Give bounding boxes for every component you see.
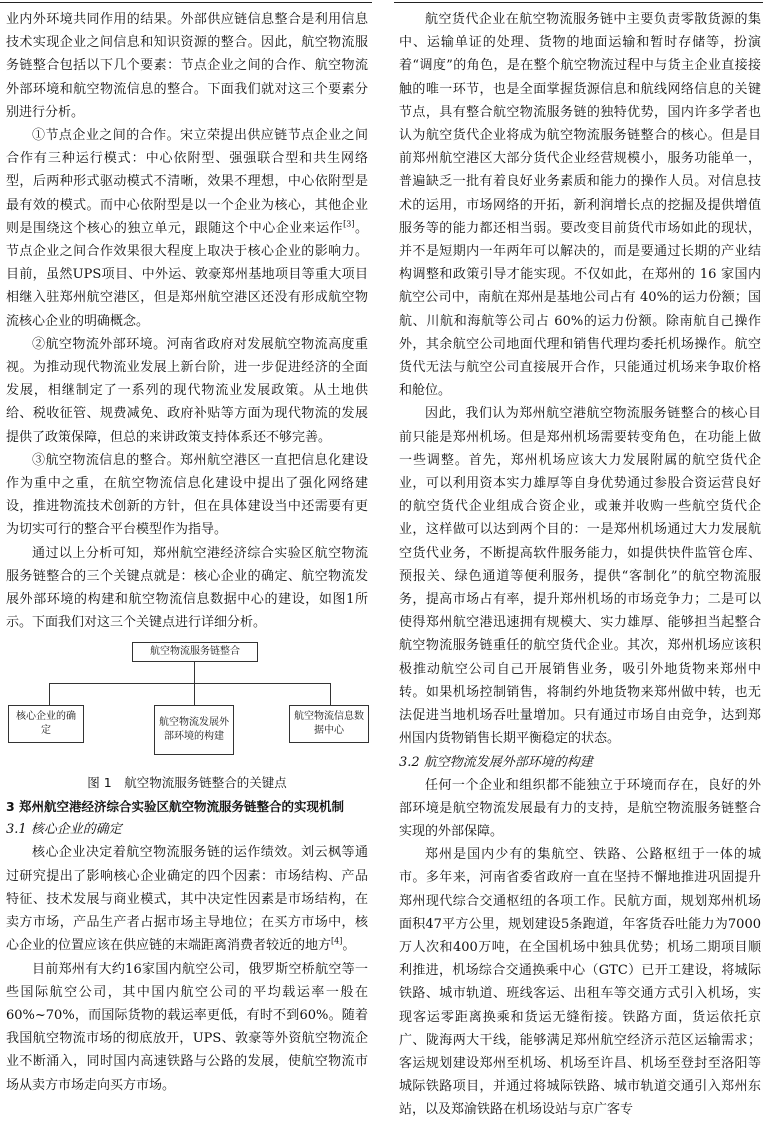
figure-diagram [6,640,368,772]
connector-line [49,683,50,705]
paragraph: 因此，我们认为郑州航空港航空物流服务链整合的核心目前只能是郑州机场。但是郑州机场需要转变角色，在功能上做一些调整。首先，郑州机场应该大力发展附属的航空货代企业，可以利用资本实力雄厚等自身优势通过参股合资运营良好的航空货代企业组成合资企业，或兼并收购一些航空货代企业，这样做可以达到两个目的：一是郑州机场通过大力发展航空货代业务，不断提高软件服务能力，如提供快件监管仓库、预报关、绿色通道等便利服务，提供“客制化”的航空物流服务，提高市场占有率，提升郑州机场的市场竞争力；二是可以使得郑州航空港迅速拥有规模大、实力雄厚、能够担当起整合航空物流服务链重任的航空货代企业。其次，郑州机场应该积极推动航空公司自己开展销售业务，吸引外地货物来郑州中转。如果机场控制销售，将制约外地货物来郑州做中转，也无法促进当地机场吞吐量增加。只有通过市场自由竞争，达到郑州国内货物销售长期平衡稳定的状态。 [399,406,761,747]
paragraph [6,124,368,333]
paragraph: 航空货代企业在航空物流服务链中主要负责零散货源的集中、运输单证的处理、货物的地面运输和暂时存储等，扮演着“调度”的角色，是在整个航空物流过程中与货主企业直接接触的唯一环节，也是全面掌握货源信息和航线网络信息的关键节点，具有整合航空物流服务链的独特优势，国内许多学者也认为航空货代企业将成为航空物流服务链整合的核心。但是目前郑州航空港区大部分货代企业经营规模小，服务功能单一，普遍缺乏一批有着良好业务素质和能力的操作人员。对信息技术的运用，市场网络的开拓，新利润增长点的挖掘及提供增值服务等的能力都还相当弱。要改变目前货代市场如此的现状，并不是短期内一年两年可以解决的，而是要通过长期的产业结构调整和政策引导才能实现。不仅如此，在郑州的 16 家国内航空公司中，南航在郑州是基地公司占有 40%的运力份额；国航、川航和海航等公司占 60%的运力份额。除南航自己操作外，其余航空公司地面代理和销售代理均委托机场操作。航空货代无法与航空公司直接展开合作，只能通过机场来争取价格和舱位。 [399,12,761,399]
connector-line [194,683,195,705]
diagram-box-core-enterprise: 核心企业的确定 [8,705,84,743]
paragraph-text: 。节点企业之间合作效果很大程度上取决于核心企业的影响力。目前，虽然UPS项目、中外运、敦豪郑州基地项目等重大项目相继入驻郑州航空港区，但是郑州航空港区还没有形成航空物流核心企业的明确概念。 [6,220,368,329]
paragraph: 目前郑州有大约16家国内航空公司，俄罗斯空桥航空等一些国际航空公司，其中国内航空公司的平均载运率一般在60%~70%，而国际货物的载运率更低，有时不到60%。随着我国航空物流市场的彻底放开，UPS、敦豪等外资航空物流企业不断涌入，同时国内高速铁路与公路的发展，使航空物流市场从卖方市场走向买方市场。 [6,961,368,1093]
subsection-heading: 3.2 航空物流发展外部环境的构建 [399,754,593,770]
diagram-box-info-center: 航空物流信息数据中心 [289,705,369,743]
left-column [6,8,368,1097]
connector-line [194,662,195,683]
paragraph: 任何一个企业和组织都不能独立于环境而存在，良好的外部环境是航空物流发展最有力的支持，是航空物流服务链整合实现的外部保障。 [399,777,761,839]
paragraph: ③航空物流信息的整合。郑州航空港区一直把信息化建设作为重中之重，在航空物流信息化建设中提出了强化网络建设，推进物流技术创新的方针，但在具体建设当中还需要有更为切实可行的整合平台模型作为指导。 [6,452,368,538]
paragraph [6,841,368,957]
connector-line [330,683,331,705]
paragraph-text: 。 [342,938,356,954]
paragraph: 郑州是国内少有的集航空、铁路、公路枢纽于一体的城市。多年来，河南省委省政府一直在坚持不懈地推进巩固提升郑州现代综合交通枢纽的各项工作。民航方面，规划郑州机场面积47平方公里，规划建设5条跑道，年客货吞吐能力为7000万人次和400万吨，在全国机场中独具优势；机场二期项目顺利推进，机场综合交通换乘中心（GTC）已开工建设，将城际铁路、城市轨道、班线客运、出租车等交通方式引入机场，实现客运零距离换乘和货运无缝衔接。铁路方面，货运依托京广、陇海两大干线，能够满足郑州航空经济示范区运输需求；客运规划建设郑州至机场、机场至许昌、机场至登封至洛阳等城际铁路项目，并通过将城际铁路、城市轨道交通引入郑州东站，以及郑渝铁路在机场设站与京广客专 [399,847,761,1118]
top-rule-right [394,2,763,3]
diagram-box-top: 航空物流服务链整合 [132,642,258,662]
right-column [399,8,761,1122]
paragraph: 通过以上分析可知，郑州航空港经济综合实验区航空物流服务链整合的三个关键点就是：核心企业的确定、航空物流发展外部环境的构建和航空物流信息数据中心的建设，如图1所示。下面我们对这三个关键点进行详细分析。 [6,545,368,631]
citation-ref: [4] [331,936,343,946]
paragraph: ②航空物流外部环境。河南省政府对发展航空物流高度重视。为推动现代物流业发展上新台阶，进一步促进经济的全面发展，相继制定了一系列的现代物流业发展政策。从土地供给、税收征管、规费减免、政府补贴等方面为现代物流的发展提供了政策保障，但总的来讲政策支持体系还不够完善。 [6,336,368,445]
figure-caption: 图 1 航空物流服务链整合的关键点 [87,775,287,791]
section-heading: 3 郑州航空港经济综合实验区航空物流服务链整合的实现机制 [6,799,345,815]
subsection-heading: 3.1 核心企业的确定 [6,822,122,838]
paragraph-text: ①节点企业之间的合作。宋立荣提出供应链节点企业之间合作有三种运行模式：中心依附型、强强联合型和共生网络型，后两种形式驱动模式不清晰，效果不理想，中心依附型是最有效的模式。而中心依附型是以一个企业为核心，其他企业则是围绕这个核心的独立单元，跟随这个中心企业来运作 [6,128,368,236]
paragraph-text: 核心企业决定着航空物流服务链的运作绩效。刘云枫等通过研究提出了影响核心企业确定的四个因素：市场结构、产品特征、技术发展与商业模式，其中决定性因素是市场结构，在卖方市场，产品生产者占据市场主导地位；在买方市场中，核心企业的位置应该在供应链的末端距离消费者较近的地方 [6,845,368,954]
paragraph: 业内外环境共同作用的结果。外部供应链信息整合是利用信息技术实现企业之间信息和知识资源的整合。因此，航空物流服务链整合包括以下几个要素：节点企业之间的合作、航空物流外部环境和航空物流信息的整合。下面我们就对这三个要素分别进行分析。 [6,12,368,120]
diagram-box-external-environment: 航空物流发展外部环境的构建 [154,705,234,755]
top-rule-left [0,2,372,3]
connector-line [49,683,331,684]
citation-ref: [3] [343,219,355,229]
